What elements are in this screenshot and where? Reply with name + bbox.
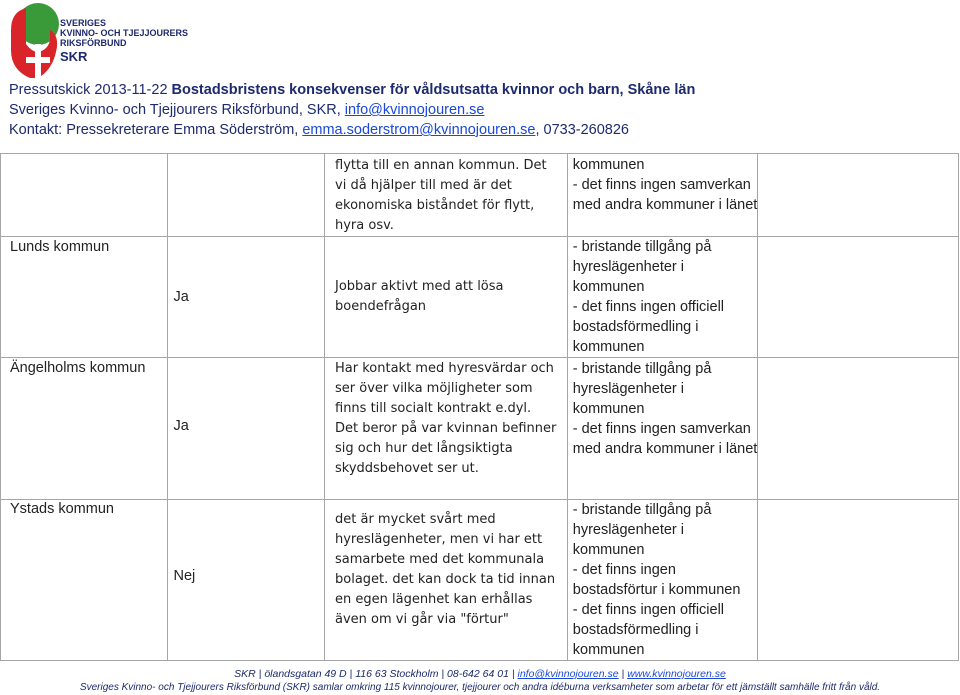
table-row (1, 154, 959, 237)
problems-text: kommunen - det finns ingen samverkan med andra kommuner i länet (572, 157, 758, 213)
table-cell (325, 237, 568, 358)
description-text: Jobbar aktivt med att lösa boendefrågan (335, 279, 504, 314)
table-cell (567, 154, 758, 237)
table-row (1, 358, 959, 500)
description-text: flytta till en annan kommun. Det vi då hjälper till med är det ekonomiska biståndet för flytt, hyra osv. (335, 158, 547, 233)
contact-phone: , 0733-260826 (535, 122, 629, 138)
footer-tagline: Sveriges Kvinno- och Tjejjourers Riksförbund (SKR) samlar omkring 115 kvinnojourer, tjejjourer och andra idéburna verksamheter som arbetar för ett jämställt samhälle fritt från våld. (79, 682, 881, 693)
press-title: Bostadsbristens konsekvenser för våldsutsatta kvinnor och barn, Skåne län (171, 82, 696, 98)
footer-email-link[interactable]: info@kvinnojouren.se (517, 668, 619, 680)
footer-address: SKR | ölandsgatan 49 D | 116 63 Stockholm | 08-642 64 01 | (234, 668, 518, 680)
table-cell (167, 154, 324, 237)
footer-contact (0, 668, 960, 680)
table-cell (758, 500, 959, 661)
problems-text: - bristande tillgång på hyreslägenheter i kommunen - det finns ingen samverkan med andra kommuner i länet (572, 361, 758, 457)
org-line-2: KVINNO- OCH TJEJJOURERS (60, 28, 189, 38)
table-cell (758, 154, 959, 237)
table-cell (1, 358, 168, 500)
table-row (1, 237, 959, 358)
table-cell (567, 237, 758, 358)
table-row (1, 500, 959, 661)
answer-value: Nej (173, 568, 196, 584)
municipality-name: Lunds kommun (10, 239, 110, 255)
press-date: Pressutskick 2013-11-22 (9, 82, 172, 98)
table-cell (325, 500, 568, 661)
table-cell (567, 500, 758, 661)
table-cell (325, 358, 568, 500)
answer-value: Ja (173, 289, 189, 305)
problems-text: - bristande tillgång på hyreslägenheter i kommunen - det finns ingen bostadsförtur i kommunen - det finns ingen officiell bostadsförmedling i kommunen (572, 502, 741, 658)
table-cell (758, 358, 959, 500)
press-org: Sveriges Kvinno- och Tjejjourers Riksförbund, SKR, (9, 102, 345, 118)
press-line-3 (9, 120, 695, 140)
description-text: det är mycket svårt med hyreslägenheter, men vi har ett samarbete med det kommunala bolaget. det kan dock ta tid innan en egen lägenhet kan erhållas även om vi går via "förtur" (335, 512, 556, 627)
municipality-name: Ystads kommun (10, 501, 114, 517)
org-name (60, 18, 188, 64)
table-cell (567, 358, 758, 500)
press-header (9, 80, 695, 140)
table-cell (1, 500, 168, 661)
press-line-2 (9, 100, 695, 120)
municipality-name: Ängelholms kommun (10, 360, 146, 376)
table-cell (325, 154, 568, 237)
problems-text: - bristande tillgång på hyreslägenheter i kommunen - det finns ingen officiell bostadsförmedling i kommunen (572, 239, 725, 355)
table-cell (1, 154, 168, 237)
org-line-4: SKR (60, 49, 88, 64)
table-cell (1, 237, 168, 358)
org-line-1: SVERIGES (60, 18, 107, 28)
footer-web-link[interactable]: www.kvinnojouren.se (627, 668, 726, 680)
table-cell (758, 237, 959, 358)
description-text: Har kontakt med hyresvärdar och ser över vilka möjligheter som finns till socialt kontrakt e.dyl. Det beror på var kvinnan befinner sig och hur det långsiktigta skyddsbehovet ser ut. (335, 361, 557, 476)
press-contact: Kontakt: Pressekreterare Emma Söderström, (9, 122, 303, 138)
table-cell (167, 500, 324, 661)
org-line-3: RIKSFÖRBUND (60, 38, 127, 48)
answer-value: Ja (173, 418, 189, 434)
contact-email-link[interactable]: emma.soderstrom@kvinnojouren.se (302, 122, 536, 138)
table-cell (167, 358, 324, 500)
press-email-link[interactable]: info@kvinnojouren.se (344, 102, 485, 118)
table-cell (167, 237, 324, 358)
press-line-1 (9, 80, 695, 100)
municipality-table (0, 153, 959, 661)
footer-separator: | (618, 668, 628, 680)
